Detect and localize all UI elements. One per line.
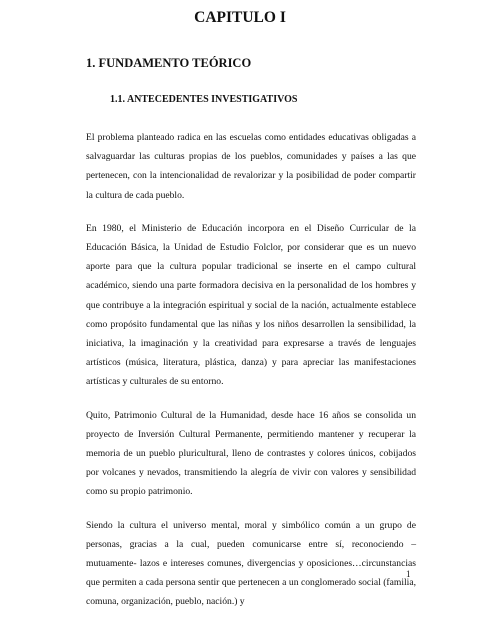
paragraph-3: Quito, Patrimonio Cultural de la Humanidad, desde hace 16 años se consolida un proyecto de Inversión Cultural Permanente, permitiendo mantener y recuperar la memoria de un pueblo pluricultural, lleno de contrastes y colores únicos, cobijados por volcanes y nevados, transmitiendo la alegría de vivir con valores y sensibilidad como su propio patrimonio. [86, 409, 416, 498]
body-text [86, 128, 416, 626]
chapter-title: CAPITULO I [194, 9, 286, 26]
paragraph-4: Siendo la cultura el universo mental, moral y simbólico común a un grupo de personas, gracias a la cual, pueden comunicarse entre sí, reconociendo – mutuamente- lazos e intereses comunes, divergencias y oposiciones…circunstancias que permiten a cada persona sentir que pertenecen a un conglomerado social (familia, comuna, organización, pueblo, nación.) y [86, 519, 416, 608]
subsection-heading: 1.1. ANTECEDENTES INVESTIGATIVOS [110, 94, 298, 105]
paragraph-1: El problema planteado radica en las escuelas como entidades educativas obligadas a salvaguardar las culturas propias de los pueblos, comunidades y países a las que pertenecen, con la intencionalidad de revalorizar y la posibilidad de poder compartir la cultura de cada pueblo. [86, 132, 416, 201]
paragraph-2: En 1980, el Ministerio de Educación incorpora en el Diseño Curricular de la Educación Básica, la Unidad de Estudio Folclor, por considerar que es un nuevo aporte para que la cultura popular tradicional se inserte en el campo cultural académico, siendo una parte formadora decisiva en la personalidad de los hombres y que contribuye a la integración espiritual y social de la nación, actualmente establece como propósito fundamental que las niñas y los niños desarrollen la sensibilidad, la iniciativa, la imaginación y la creatividad para expresarse a través de lenguajes artísticos (música, literatura, plástica, danza) y para apreciar las manifestaciones artísticas y culturales de su entorno. [86, 222, 416, 388]
page-number: 1 [406, 569, 411, 579]
section-heading: 1. FUNDAMENTO TEÓRICO [86, 56, 252, 70]
